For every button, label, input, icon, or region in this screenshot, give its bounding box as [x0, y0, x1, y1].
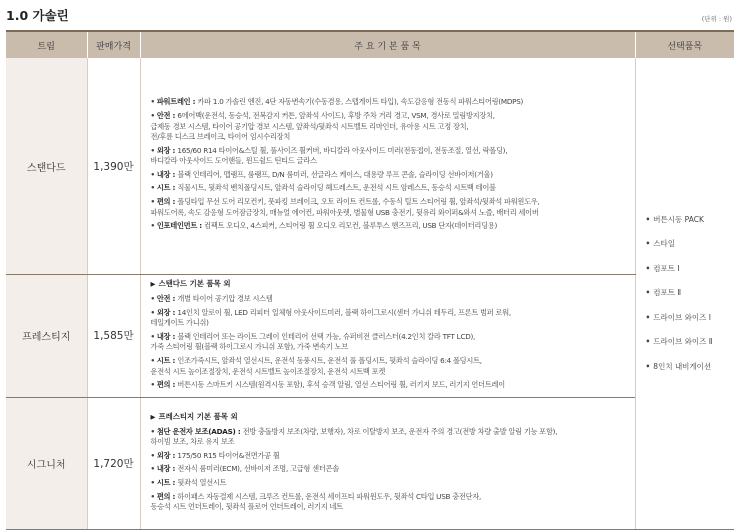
feature-item — [151, 451, 633, 462]
feature-text: 테일게이트 가니쉬) — [150, 318, 209, 328]
feature-separator: : — [170, 145, 178, 155]
bullet-icon: • — [150, 197, 155, 207]
feature-item — [151, 146, 633, 167]
feature-item — [151, 221, 633, 232]
feature-item — [151, 380, 633, 391]
feature-list — [140, 397, 635, 529]
feature-text: 직물시트, 뒷좌석 벤치폴딩시트, 앞좌석 슬라이딩 헤드레스트, 운전석 시트 암레스트, 동승석 시트백 테이블 — [177, 183, 496, 193]
bullet-icon: • — [645, 288, 651, 298]
feature-category: 시트 — [156, 183, 171, 193]
feature-item — [151, 464, 633, 475]
feature-separator: : — [170, 197, 178, 207]
feature-category: 내장 — [156, 464, 171, 474]
feature-separator: : — [170, 464, 178, 474]
feature-separator: : — [170, 450, 178, 460]
feature-list — [140, 58, 635, 275]
feature-item — [151, 170, 633, 181]
option-label: 컴포트 Ⅱ — [653, 288, 682, 298]
feature-category: 내장 — [156, 169, 171, 179]
feature-item — [151, 332, 633, 353]
feature-text: 폴딩타입 무선 도어 리모컨키, 풋파킹 브레이크, 오토 라이트 컨트롤, 수동식 틸트 스티어링 휠, 앞좌석/뒷좌석 파워윈도우, — [177, 197, 540, 207]
option-item — [646, 355, 735, 380]
feature-item — [151, 183, 633, 194]
feature-text: 뒷좌석 열선시트 — [177, 478, 227, 488]
option-label: 스타일 — [653, 239, 676, 249]
feature-item — [151, 97, 633, 108]
bullet-icon: • — [645, 361, 651, 371]
bullet-icon: • — [150, 97, 155, 107]
bullet-icon: • — [150, 380, 155, 390]
table-row — [6, 397, 734, 529]
option-item — [646, 306, 735, 331]
feature-text: 하이패스 자동결제 시스템, 크루즈 컨트롤, 운전석 세이프티 파워윈도우, 뒷좌석 C타입 USB 충전단자, — [177, 491, 482, 501]
option-list — [635, 58, 734, 530]
option-item — [646, 257, 735, 282]
header-price: 판매가격 — [87, 31, 140, 58]
bullet-icon: • — [150, 294, 155, 303]
feature-item — [151, 356, 633, 377]
header-trim: 트림 — [6, 31, 87, 58]
feature-item — [151, 308, 633, 329]
option-label: 8인치 내비게이션 — [653, 361, 712, 371]
feature-category: 시트 — [156, 478, 171, 488]
feature-text: 파워도어록, 속도 감응형 도어잠금장치, 매뉴얼 에어컨, 파워아웃렛, 별물형 USB 충전기, 뒷유리 와이퍼&와셔 노즐, 배터리 세이버 — [150, 207, 539, 217]
bullet-icon: • — [645, 214, 651, 224]
feature-category: 편의 — [156, 491, 171, 501]
option-label: 드라이브 와이즈 Ⅰ — [653, 312, 711, 322]
feature-category: 외장 — [156, 145, 171, 155]
feature-item — [151, 197, 633, 218]
feature-text: 카파 1.0 가솔린 엔진, 4단 자동변속기(수동겸용, 스텝게이트 타입), 속도감응형 전동식 파워스티어링(MDPS) — [197, 97, 524, 107]
header-features: 주 요 기 본 품 목 — [140, 31, 635, 58]
table-body — [6, 58, 734, 530]
feature-text: 급제동 경보 시스템, 타이어 공기압 경보 시스템, 앞좌석/뒷좌석 시트벨트 리마인더, 유아용 시트 고정 장치, — [150, 121, 469, 131]
feature-text: 가죽 스티어링 휠(블랙 하이그로시 가니쉬 포함), 가죽 변속기 노브 — [150, 342, 348, 352]
feature-separator: : — [235, 426, 243, 436]
feature-separator: : — [170, 307, 178, 317]
feature-category: 파워트레인 — [156, 97, 191, 107]
inherit-note — [151, 278, 633, 289]
trim-name: 시그니처 — [6, 397, 87, 529]
feature-item — [151, 294, 633, 305]
bullet-icon: • — [150, 426, 155, 436]
feature-text: 블랙 인테리어, 맵램프, 룸램프, D/N 룸미러, 선글라스 케이스, 대용량 루프 콘솔, 슬라이딩 선바이저(거울) — [177, 169, 493, 179]
feature-separator: : — [190, 97, 198, 107]
trim-name: 스탠다드 — [6, 58, 87, 275]
bullet-icon: • — [645, 263, 651, 273]
feature-separator: : — [170, 294, 178, 303]
feature-category: 편의 — [156, 380, 171, 390]
feature-category: 내장 — [156, 331, 171, 341]
table-row — [6, 275, 734, 397]
bullet-icon: • — [150, 464, 155, 474]
bullet-icon: • — [150, 355, 155, 365]
bullet-icon: • — [150, 110, 155, 120]
feature-text: 175/50 R15 타이어&전면가공 휠 — [177, 450, 280, 460]
option-label: 드라이브 와이즈 Ⅱ — [653, 337, 713, 347]
bullet-icon: • — [150, 450, 155, 460]
trim-price: 1,585만 — [87, 275, 140, 397]
feature-text: 바디칼라 아웃사이드 도어핸들, 윈드쉴드 틴티드 글라스 — [150, 156, 317, 166]
header-options: 선택품목 — [635, 31, 734, 58]
table-row — [6, 58, 734, 275]
feature-text: 6에어백(운전석, 동승석, 전복감지 커튼, 앞좌석 사이드), 후방 주차 거리 경고, VSM, 경사로 밀림방지장치, — [177, 110, 495, 120]
feature-separator: : — [170, 380, 178, 390]
bullet-icon: • — [150, 221, 155, 231]
feature-category: 인포테인먼트 — [156, 221, 198, 231]
feature-item — [151, 111, 633, 143]
feature-text: 버튼시동 스마트키 시스템(원격시동 포함), 후석 승객 알림, 열선 스티어링 휠, 러기지 보드, 러기지 언더트레이 — [177, 380, 505, 390]
feature-separator: : — [170, 491, 178, 501]
feature-text: 컴팩트 오디오, 4스피커, 스티어링 휠 오디오 리모컨, 블루투스 핸즈프리, USB 단자(데이터리딩용) — [204, 221, 498, 231]
feature-separator: : — [170, 110, 178, 120]
option-label: 컴포트 Ⅰ — [653, 263, 680, 273]
bullet-icon: • — [150, 307, 155, 317]
unit-label: (단위 : 원) — [701, 15, 732, 23]
feature-category: 편의 — [156, 197, 171, 207]
option-item — [646, 330, 735, 355]
bullet-icon: • — [150, 169, 155, 179]
option-item — [646, 281, 735, 306]
feature-category: 외장 — [156, 307, 171, 317]
feature-category: 첨단 운전자 보조(ADAS) — [156, 426, 236, 436]
feature-separator: : — [170, 183, 178, 193]
option-label: 버튼시동 PACK — [653, 214, 704, 224]
option-item — [646, 208, 735, 233]
inherit-text: 스탠다드 기본 품목 외 — [158, 279, 231, 288]
feature-text: 165/60 R14 타이어&스틸 휠, 풀사이즈 휠커버, 바디칼라 아웃사이드 미러(전동접이, 전동조절, 열선, 락폴딩), — [177, 145, 508, 155]
feature-separator: : — [170, 478, 178, 488]
feature-separator: : — [170, 355, 178, 365]
option-item — [646, 232, 735, 257]
feature-text: 하이빔 보조, 차로 유지 보조 — [150, 437, 235, 447]
bullet-icon: • — [645, 312, 651, 322]
feature-list — [140, 275, 635, 397]
bullet-icon: • — [150, 145, 155, 155]
feature-text: 인조가죽시트, 앞좌석 열선시트, 운전석 동풍시트, 운전석 풀 폴딩시트, 뒷좌석 슬라이딩 6:4 폴딩시트, — [177, 355, 482, 365]
feature-separator: : — [170, 331, 178, 341]
feature-category: 외장 — [156, 450, 171, 460]
triangle-right-icon: ▶ — [150, 280, 156, 288]
feature-text: 동승석 시트 언더트레이, 뒷좌석 플로어 언더트레이, 러기지 네트 — [150, 502, 343, 512]
inherit-text: 프레스티지 기본 품목 외 — [158, 411, 238, 421]
price-table — [6, 30, 734, 530]
feature-item — [151, 427, 633, 448]
feature-separator: : — [197, 221, 205, 231]
inherit-note — [151, 411, 633, 422]
feature-item — [151, 492, 633, 513]
feature-category: 안전 — [156, 294, 171, 303]
triangle-right-icon: ▶ — [150, 412, 156, 421]
feature-text: 전자식 룸미러(ECM), 선바이저 조명, 고급형 센터콘솔 — [177, 464, 339, 474]
bullet-icon: • — [645, 337, 651, 347]
table-header-row — [6, 31, 734, 58]
feature-text: 블랙 인테리어 또는 라이트 그레이 인테리어 선택 가능, 슈퍼비전 클러스터(4.2인치 칼라 TFT LCD), — [177, 331, 476, 341]
feature-item — [151, 478, 633, 489]
trim-price: 1,720만 — [87, 397, 140, 529]
bullet-icon: • — [150, 183, 155, 193]
feature-text: 운전석 시트 높이조절장치, 운전석 시트벨트 높이조절장치, 운전석 시트백 포켓 — [150, 366, 386, 376]
feature-category: 안전 — [156, 110, 171, 120]
trim-price: 1,390만 — [87, 58, 140, 275]
trim-name: 프레스티지 — [6, 275, 87, 397]
bullet-icon: • — [150, 478, 155, 488]
bullet-icon: • — [150, 331, 155, 341]
feature-text: 14인치 알로이 휠, LED 리피터 일체형 아웃사이드미러, 블랙 하이그로시(센터 가니쉬 테두리, 프론트 범퍼 로워, — [177, 307, 511, 317]
feature-text: 전/후륜 디스크 브레이크, 타이어 임시수리장치 — [150, 132, 291, 142]
bullet-icon: • — [645, 239, 651, 249]
bullet-icon: • — [150, 491, 155, 501]
feature-category: 시트 — [156, 355, 171, 365]
page-title: 1.0 가솔린 — [6, 8, 69, 23]
feature-text: 전방 충돌방지 보조(차량, 보행자), 차로 이탈방지 보조, 운전자 주의 경고(전방 차량 출발 알림 기능 포함), — [242, 426, 558, 436]
feature-text: 개별 타이어 공기압 경보 시스템 — [177, 294, 273, 303]
feature-separator: : — [170, 169, 178, 179]
